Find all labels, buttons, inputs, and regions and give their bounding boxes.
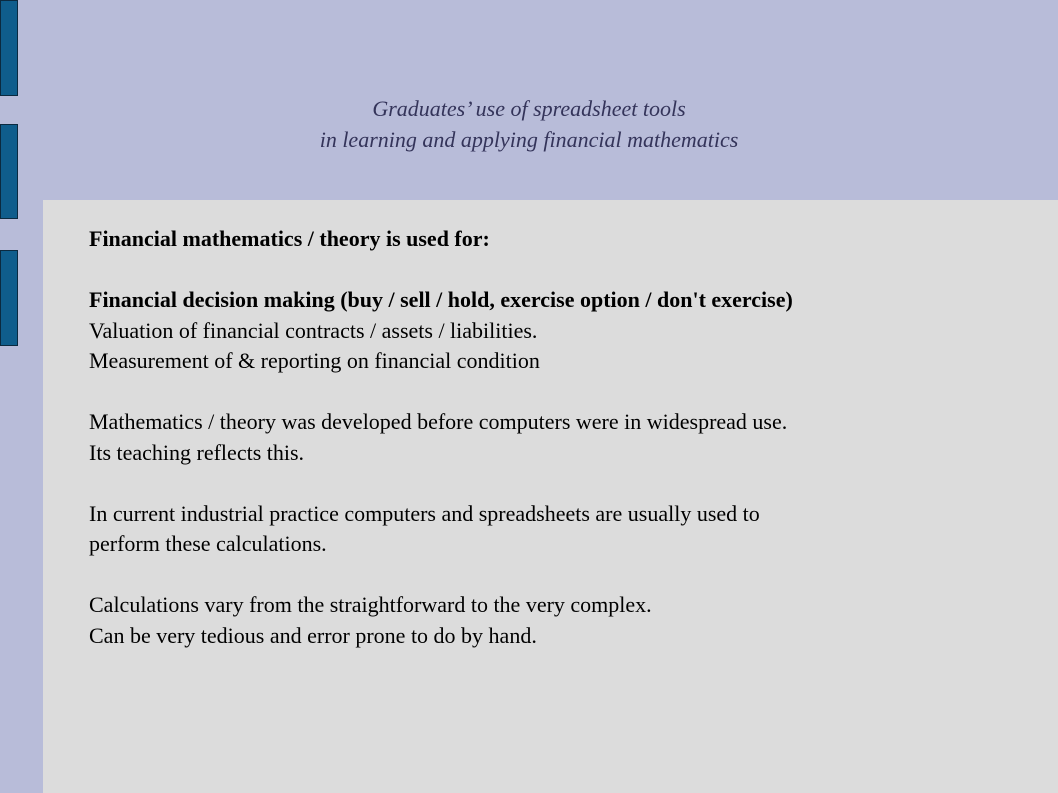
practice-line-2: perform these calculations. [89,531,327,556]
content-panel [43,200,1058,793]
complexity-line-2: Can be very tedious and error prone to do by hand. [89,622,537,648]
practice-line-1: In current industrial practice computers and spreadsheets are usually used to [89,500,760,526]
use-measurement: Measurement of & reporting on financial condition [89,348,540,373]
slide-title [0,93,1058,155]
spacer [89,560,1049,591]
complexity-line-1: Calculations vary from the straightforward to the very complex. [89,592,652,617]
use-decision-making: Financial decision making (buy / sell / hold, exercise option / don't exercise) [89,287,793,312]
spacer [89,468,1049,499]
spacer [89,255,1049,286]
accent-bar-top [0,0,18,96]
slide-body [89,224,1049,651]
spacer [89,377,1049,408]
history-line-2: Its teaching reflects this. [89,439,305,465]
title-line-2: in learning and applying financial mathematics [319,127,739,152]
section-heading: Financial mathematics / theory is used for: [89,226,490,251]
use-valuation: Valuation of financial contracts / assets / liabilities. [89,317,538,343]
title-line-1: Graduates’ use of spreadsheet tools [372,96,686,121]
history-line-1: Mathematics / theory was developed before computers were in widespread use. [89,409,788,434]
accent-bar-bottom [0,250,18,346]
